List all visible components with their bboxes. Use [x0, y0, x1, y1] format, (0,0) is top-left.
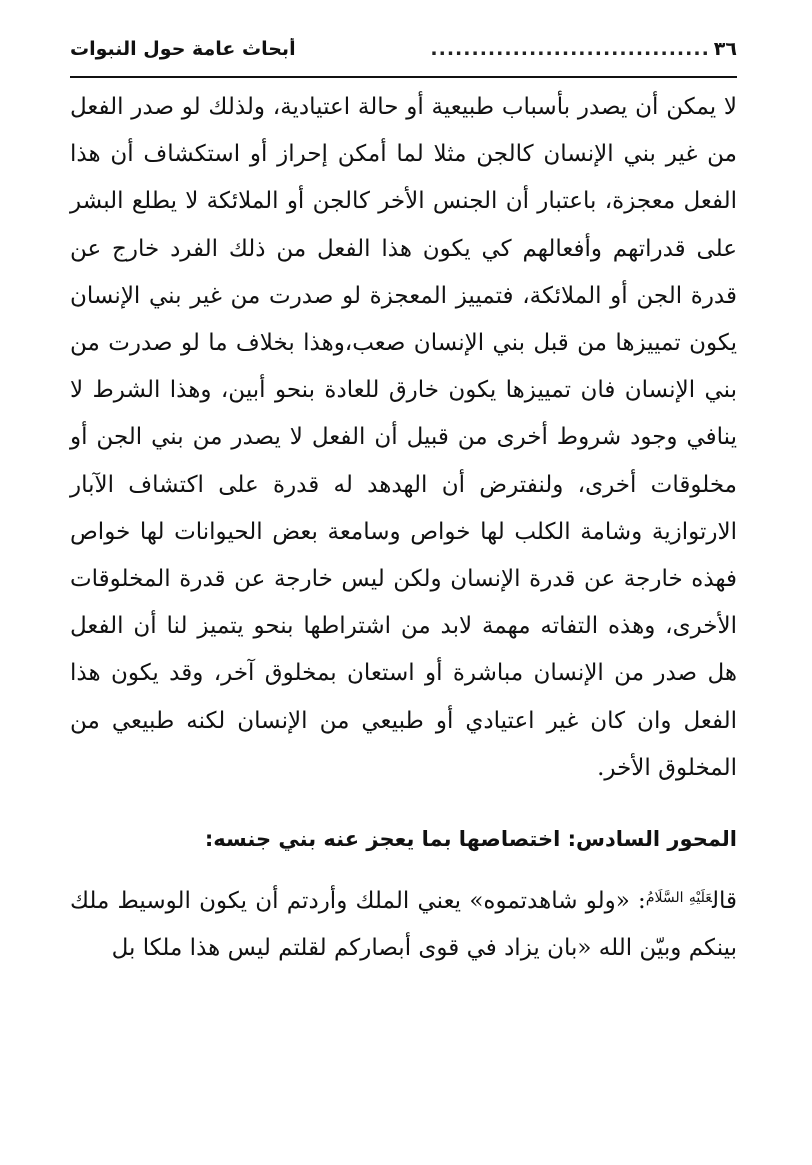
running-title: أبحاث عامة حول النبوات: [70, 38, 296, 60]
quote-paragraph: [70, 875, 737, 972]
dot-leader: ..................................: [430, 38, 710, 60]
page: [70, 38, 737, 972]
honorific-symbol: عَلَيْهِ السَّلَامُ: [645, 890, 712, 907]
running-header: [70, 38, 737, 76]
header-rule: [70, 76, 737, 78]
page-number: ٣٦: [713, 38, 737, 60]
body-paragraph: لا يمكن أن يصدر بأسباب طبيعية أو حالة اعتيادية، ولذلك لو صدر الفعل من غير بني الإنسان كالجن مثلا لما أمكن إحراز أو استكشاف أن هذا الفعل معجزة، باعتبار أن الجنس الأخر كالجن أو الملائكة لا يطلع البشر على قدراتهم وأفعالهم كي يكون هذا الفعل من ذلك الفرد خارج عن قدرة الجن أو الملائكة، فتمييز المعجزة لو صدرت من غير بني الإنسان يكون تمييزها من قبل بني الإنسان صعب،وهذا بخلاف ما لو صدرت من بني الإنسان فان تمييزها يكون خارق للعادة بنحو أبين، وهذا الشرط لا ينافي وجود شروط أخرى من قبيل أن الفعل لا يصدر من بني الجن أو مخلوقات أخرى، ولنفترض أن الهدهد له قدرة على اكتشاف الآبار الارتوازية وشامة الكلب لها خواص وسامعة بعض الحيوانات لها خواص فهذه خارجة عن قدرة الإنسان ولكن ليس خارجة عن قدرة المخلوقات الأخرى، وهذه التفاته مهمة لابد من اشتراطها بنحو يتميز لنا أن الفعل هل صدر من الإنسان مباشرة أو استعان بمخلوق آخر، وقد يكون هذا الفعل وان كان غير اعتيادي أو طبيعي من الإنسان لكنه طبيعي من المخلوق الأخر.: [70, 94, 737, 781]
quote-text: : «ولو شاهدتموه» يعني الملك وأردتم أن يكون الوسيط ملك بينكم وبيّن الله «بان يزاد في قوى أبصاركم لقلتم ليس هذا ملكا بل: [70, 888, 737, 962]
section-heading: المحور السادس: اختصاصها بما يعجز عنه بني جنسه:: [204, 827, 737, 852]
quote-prefix: قال: [711, 888, 737, 915]
